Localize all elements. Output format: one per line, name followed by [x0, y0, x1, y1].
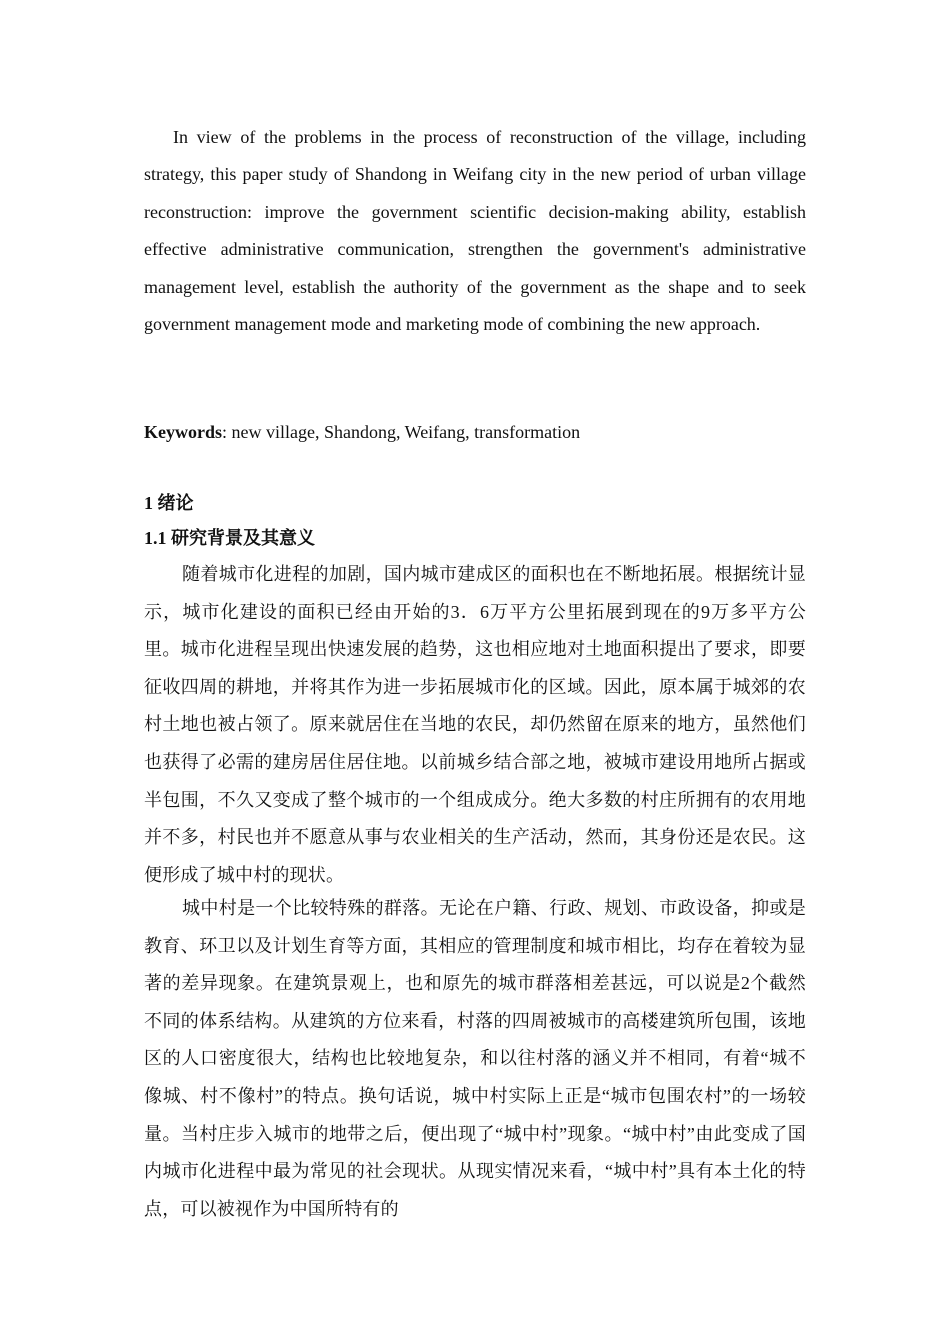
keywords-label: Keywords	[144, 422, 222, 442]
subsection-heading: 1.1 研究背景及其意义	[144, 528, 315, 548]
body-paragraph: 城中村是一个比较特殊的群落。无论在户籍、行政、规划、市政设备，抑或是教育、环卫以及计划生育等方面，其相应的管理制度和城市相比，均存在着较为显著的差异现象。在建筑景观上，也和原先的城市群落相差甚远，可以说是2个截然不同的体系结构。从建筑的方位来看，村落的四周被城市的高楼建筑所包围，该地区的人口密度很大，结构也比较地复杂，和以往村落的涵义并不相同，有着“城不像城、村不像村”的特点。换句话说，城中村实际上正是“城市包围农村”的一场较量。当村庄步入城市的地带之后，便出现了“城中村”现象。“城中村”由此变成了国内城市化进程中最为常见的社会现状。从现实情况来看，“城中村”具有本土化的特点，可以被视作为中国所特有的	[144, 898, 806, 1219]
keywords-text: : new village, Shandong, Weifang, transformation	[222, 422, 581, 442]
abstract-paragraph: In view of the problems in the process of reconstruction of the village, including strategy, this paper study of Shandong in Weifang city in the new period of urban village reconstruction: improve the government scientific decision-making ability, establish effective administrative communication, strengthen the government's administrative management level, establish the authority of the government as the shape and to seek government management mode and marketing mode of combining the new approach.	[144, 127, 806, 335]
body-paragraph: 随着城市化进程的加剧，国内城市建成区的面积也在不断地拓展。根据统计显示，城市化建设的面积已经由开始的3．6万平方公里拓展到现在的9万多平方公里。城市化进程呈现出快速发展的趋势，这也相应地对土地面积提出了要求，即要征收四周的耕地，并将其作为进一步拓展城市化的区域。因此，原本属于城郊的农村土地也被占领了。原来就居住在当地的农民，却仍然留在原来的地方，虽然他们也获得了必需的建房居住居住地。以前城乡结合部之地，被城市建设用地所占据或半包围，不久又变成了整个城市的一个组成成分。绝大多数的村庄所拥有的农用地并不多，村民也并不愿意从事与农业相关的生产活动，然而，其身份还是农民。这便形成了城中村的现状。	[144, 564, 806, 885]
keywords-line	[144, 414, 806, 450]
section-heading: 1 绪论	[144, 493, 194, 513]
